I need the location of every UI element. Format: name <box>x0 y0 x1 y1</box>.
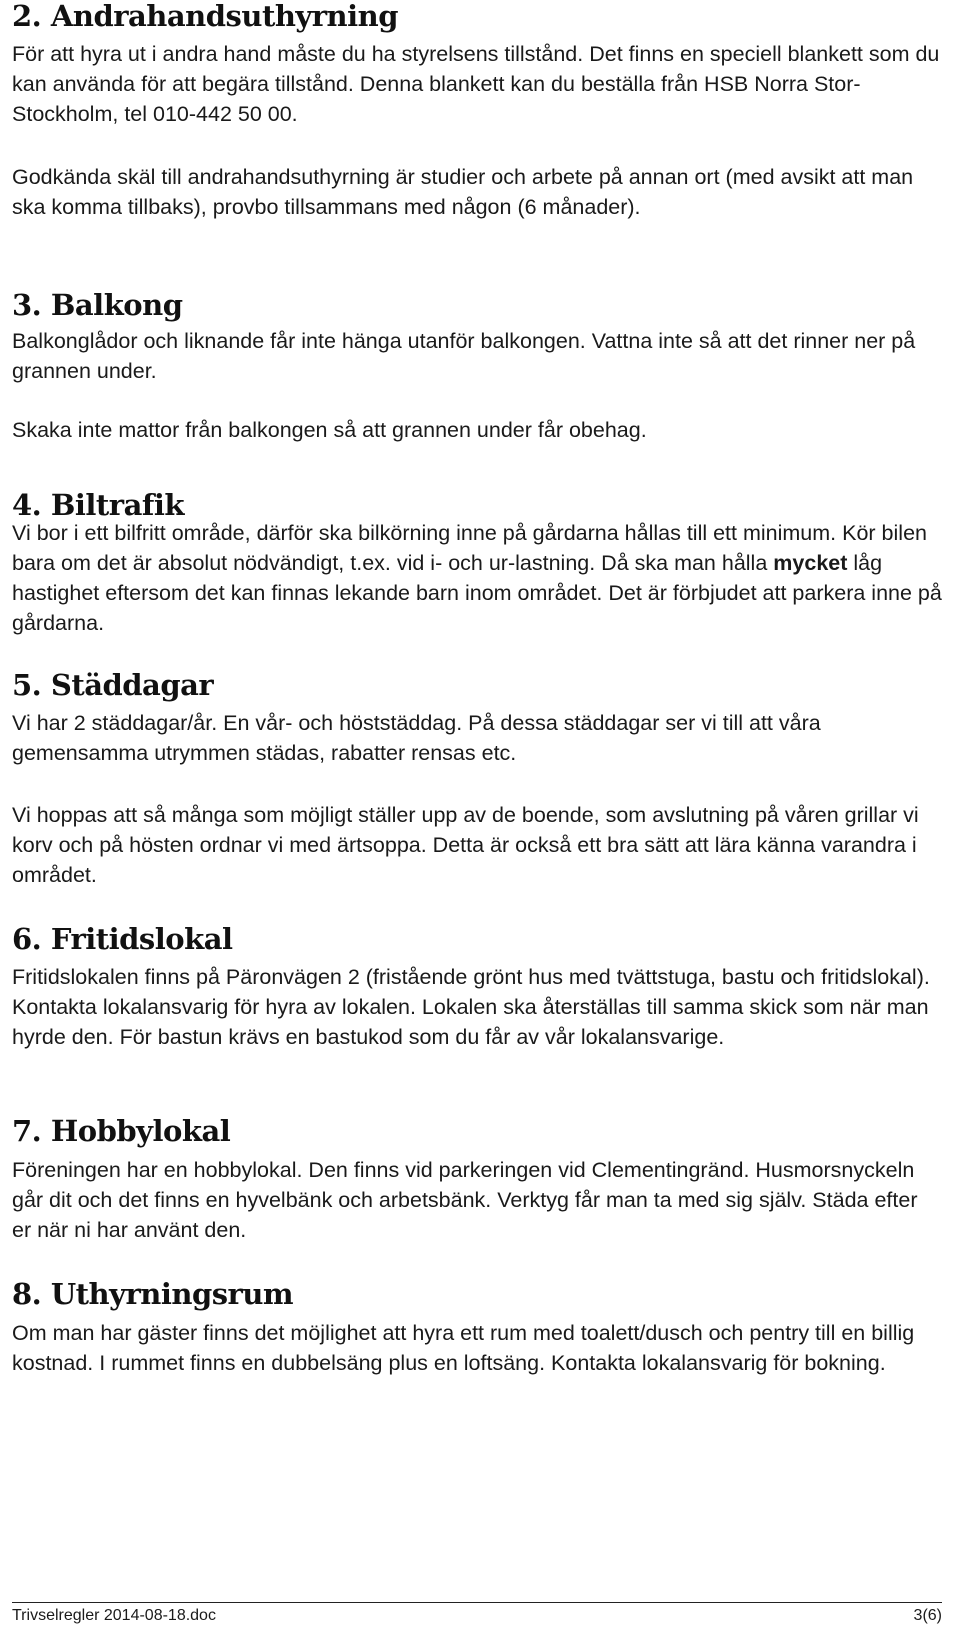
footer-page-number: 3(6) <box>913 1607 942 1624</box>
section-paragraph: Föreningen har en hobbylokal. Den finns vid parkeringen vid Clementingränd. Husmorsnyckeln går dit och det finns en hyvelbänk och arbetsbänk. Verktyg får man ta med sig själv. Städa efter er när ni har använt den. <box>12 1158 918 1242</box>
section-paragraph: Skaka inte mattor från balkongen så att grannen under får obehag. <box>12 418 647 442</box>
section-paragraph: Balkonglådor och liknande får inte hänga utanför balkongen. Vattna inte så att det rinner ner på grannen under. <box>12 329 916 383</box>
emphasis-text: mycket <box>773 551 848 575</box>
paragraph-text: Vi bor i ett bilfritt område, därför ska bilkörning inne på gårdarna hållas till ett minimum. Kör bilen bara om det är absolut nödvändigt, t.ex. vid i- och ur-lastning. Då ska man hålla <box>12 521 927 575</box>
section-heading: 5. Städdagar <box>12 668 214 702</box>
section-heading: 7. Hobbylokal <box>12 1114 231 1148</box>
section-paragraph: Om man har gäster finns det möjlighet att hyra ett rum med toalett/dusch och pentry till en billig kostnad. I rummet finns en dubbelsäng plus en loftsäng. Kontakta lokalansvarig för bokning. <box>12 1321 915 1375</box>
section-heading: 2. Andrahandsuthyrning <box>12 0 399 33</box>
section-paragraph: Vi har 2 städdagar/år. En vår- och höststäddag. På dessa städdagar ser vi till att våra gemensamma utrymmen städas, rabatter rensas etc. <box>12 711 821 765</box>
section-heading: 6. Fritidslokal <box>12 922 233 956</box>
section-paragraph: För att hyra ut i andra hand måste du ha styrelsens tillstånd. Det finns en speciell blankett som du kan använda för att begära tillstånd. Denna blankett kan du beställa från HSB Norra Stor-Stockholm, tel 010-442 50 00. <box>12 42 940 126</box>
section-paragraph: Godkända skäl till andrahandsuthyrning är studier och arbete på annan ort (med avsikt att man ska komma tillbaks), provbo tillsammans med någon (6 månader). <box>12 165 914 219</box>
section-paragraph: Fritidslokalen finns på Päronvägen 2 (fristående grönt hus med tvättstuga, bastu och fritidslokal). Kontakta lokalansvarig för hyra av lokalen. Lokalen ska återställas till samma skick som när man hyrde den. För bastun krävs en bastukod som du får av vår lokalansvarige. <box>12 965 930 1049</box>
footer-divider <box>12 1602 942 1603</box>
paragraph-text: låg hastighet eftersom det kan finnas lekande barn inom området. Det är förbjudet att parkera inne på gårdarna. <box>12 551 942 635</box>
section-heading: 8. Uthyrningsrum <box>12 1277 294 1311</box>
section-paragraph <box>12 518 942 638</box>
section-heading: 4. Biltrafik <box>12 488 184 522</box>
section-paragraph: Vi hoppas att så många som möjligt ställer upp av de boende, som avslutning på våren grillar vi korv och på hösten ordnar vi med ärtsoppa. Detta är också ett bra sätt att lära känna varandra i området. <box>12 803 919 887</box>
footer-filename: Trivselregler 2014-08-18.doc <box>12 1607 216 1624</box>
section-heading: 3. Balkong <box>12 288 183 322</box>
